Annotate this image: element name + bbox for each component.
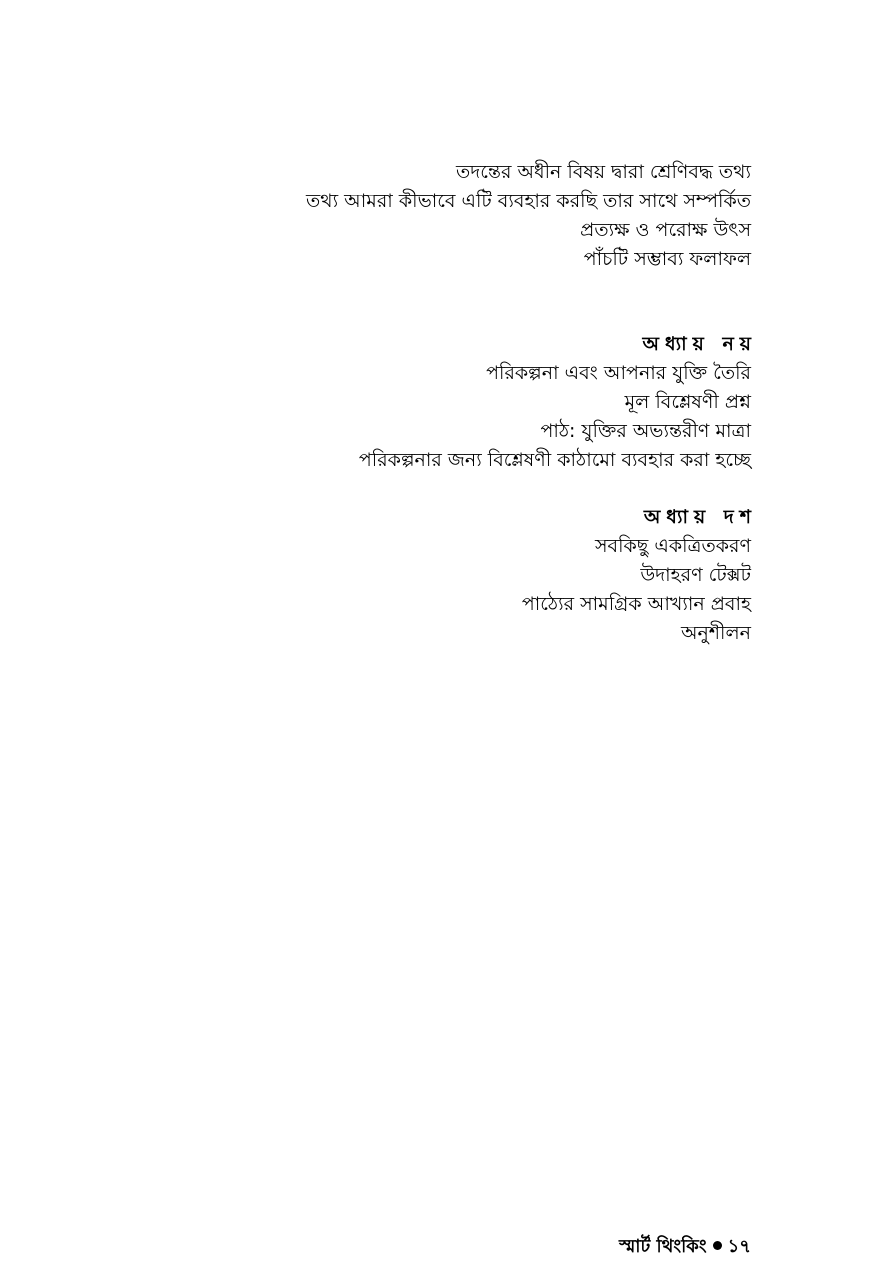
- toc-entry: প্রত্যক্ষ ও পরোক্ষ উৎস: [580, 219, 751, 241]
- page-footer: [619, 1234, 751, 1260]
- toc-entry: তদন্তের অধীন বিষয় দ্বারা শ্রেণিবদ্ধ তথ্য: [456, 161, 751, 183]
- chapter-heading: অধ্যায় নয়: [642, 333, 757, 355]
- toc-entry: পাঠ্যের সামগ্রিক আখ্যান প্রবাহ: [521, 593, 751, 615]
- running-title: স্মার্ট থিংকিং: [618, 1236, 707, 1257]
- toc-entry: তথ্য আমরা কীভাবে এটি ব্যবহার করছি তার সাথে সম্পর্কিত: [306, 190, 751, 212]
- bullet-separator-icon: [713, 1241, 722, 1250]
- page-number: ১৭: [727, 1236, 751, 1257]
- toc-entry: পাঁচটি সম্ভাব্য ফলাফল: [583, 248, 751, 270]
- toc-entry: পরিকল্পনা এবং আপনার যুক্তি তৈরি: [486, 362, 751, 384]
- toc-entry: পাঠ: যুক্তির অভ্যন্তরীণ মাত্রা: [540, 420, 751, 442]
- toc-section-continued: [306, 158, 751, 274]
- toc-chapter-nine: [358, 330, 757, 475]
- toc-entry: পরিকল্পনার জন্য বিশ্লেষণী কাঠামো ব্যবহার করা হচ্ছে: [358, 449, 751, 471]
- toc-entry: সবকিছু একত্রিতকরণ: [594, 535, 751, 557]
- toc-chapter-ten: [521, 503, 757, 648]
- toc-entry: অনুশীলন: [681, 622, 751, 644]
- toc-entry: উদাহরণ টেক্সট: [640, 564, 751, 586]
- toc-entry: মূল বিশ্লেষণী প্রশ্ন: [624, 391, 751, 413]
- chapter-heading: অধ্যায় দশ: [643, 506, 757, 528]
